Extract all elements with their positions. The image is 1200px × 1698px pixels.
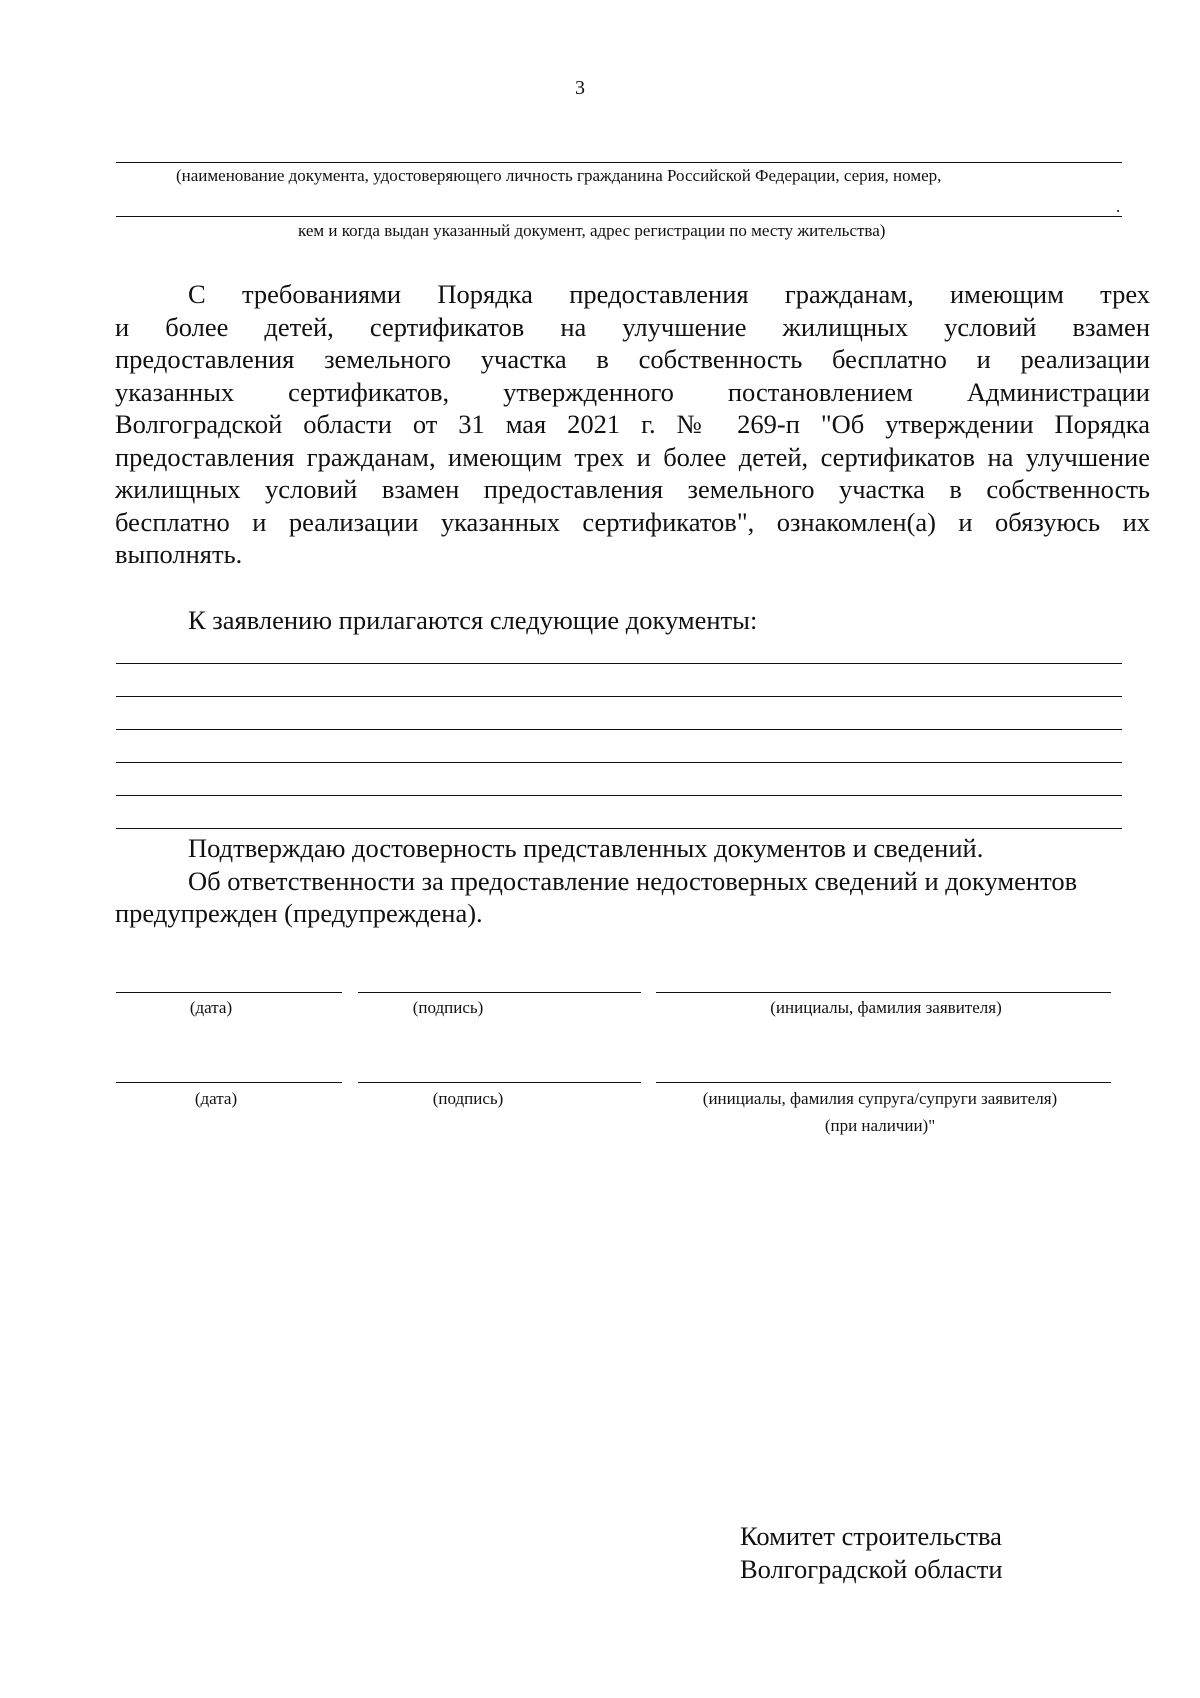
paragraph-line: предоставления земельного участка в собственность бесплатно и реализации [115,344,1150,374]
confirmation-line-3: предупрежден (предупреждена). [115,898,483,928]
spouse-date-label: (дата) [194,1089,238,1108]
paragraph-line: бесплатно и реализации указанных сертификатов", ознакомлен(а) и обязуюсь их [115,506,1150,537]
footer-line-1: Комитет строительства [740,1521,1002,1551]
paragraph-line: Волгоградской области от 31 мая 2021 г. № 269-п "Об утверждении Порядка [115,409,1150,439]
paragraph-line: С требованиями Порядка предоставления гражданам, имеющим трех [188,279,1150,309]
applicant-signature-line [358,992,641,993]
id-issued-caption: кем и когда выдан указанный документ, адрес регистрации по месту жительства) [298,221,886,240]
id-document-caption: (наименование документа, удостоверяющего личность гражданина Российской Федерации, серия, номер, [176,166,942,185]
attachment-line [116,663,1122,664]
confirmation-block [115,832,1150,930]
spouse-signature-line [358,1082,641,1083]
footer-line-2: Волгоградской области [740,1553,1003,1584]
paragraph-line: жилищных условий взамен предоставления земельного участка в собственность [115,474,1150,504]
attachment-line [116,762,1122,763]
attachment-line [116,795,1122,796]
requirements-paragraph [115,278,1150,571]
spouse-signature-label: (подпись) [432,1089,504,1108]
applicant-signature-label: (подпись) [412,998,484,1017]
confirmation-line-2: Об ответственности за предоставление недостоверных сведений и документов [188,865,1078,896]
paragraph-line: выполнять. [115,539,243,569]
confirmation-line-1: Подтверждаю достоверность представленных документов и сведений. [188,833,984,863]
attachment-line [116,828,1122,829]
applicant-name-label: (инициалы, фамилия заявителя) [770,998,1002,1017]
spouse-date-line [116,1082,342,1083]
spouse-name-note: (при наличии)" [824,1116,936,1135]
applicant-date-label: (дата) [189,998,233,1017]
id-document-line [116,162,1122,163]
attachment-line [116,696,1122,697]
footer-block [740,1520,1160,1585]
paragraph-line: предоставления гражданам, имеющим трех и более детей, сертификатов на улучшение [115,441,1150,472]
spouse-name-line [656,1082,1111,1083]
paragraph-line: указанных сертификатов, утвержденного постановлением Администрации [115,376,1150,407]
attachments-heading: К заявлению прилагаются следующие документы: [188,605,758,635]
applicant-date-line [116,992,342,993]
spouse-name-label: (инициалы, фамилия супруга/супруги заявителя) [702,1089,1058,1108]
page-number: 3 [575,77,585,99]
paragraph-line: и более детей, сертификатов на улучшение жилищных условий взамен [115,311,1150,342]
id-issued-line-end-mark: . [1116,197,1121,216]
attachment-line [116,729,1122,730]
id-issued-line [116,216,1122,217]
applicant-name-line [656,992,1111,993]
